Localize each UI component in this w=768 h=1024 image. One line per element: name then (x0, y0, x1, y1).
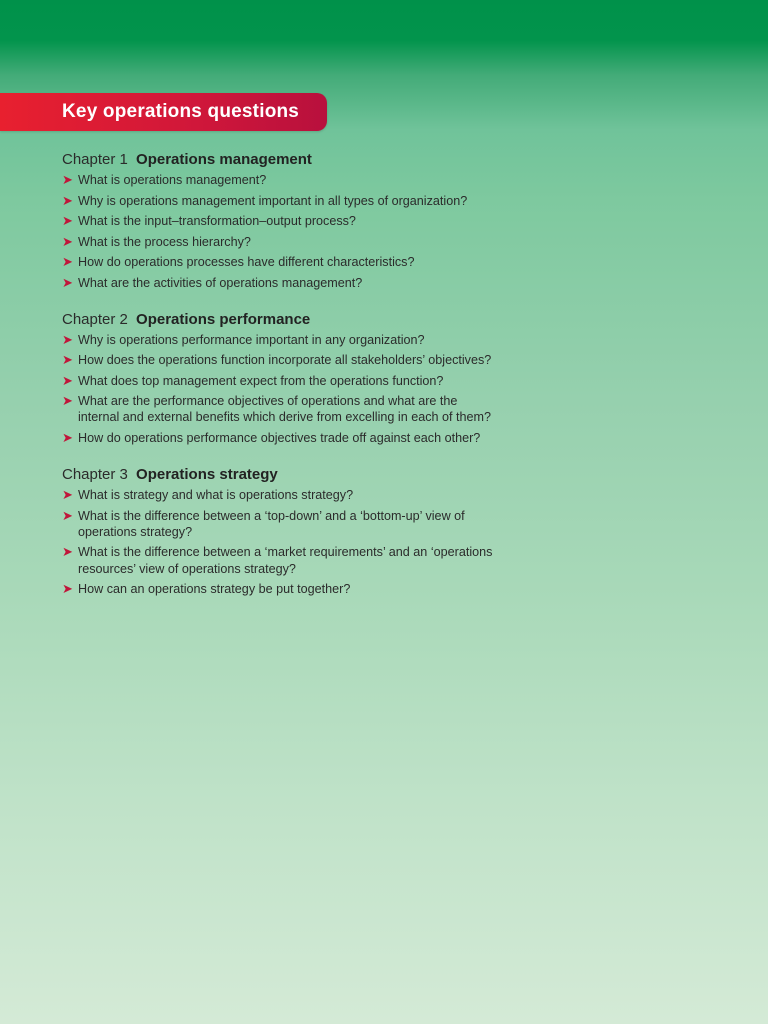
question-text: Why is operations management important in all types of organization? (78, 193, 468, 208)
question-item (62, 487, 502, 503)
chapter-title: Operations performance (136, 310, 311, 328)
arrow-bullet-icon: ➤ (62, 352, 73, 368)
question-item (62, 193, 502, 209)
chapter-2 (62, 311, 502, 446)
question-text: What is operations management? (78, 173, 267, 187)
question-text: What is the difference between a ‘top-down’ and a ‘bottom-up’ view of operations strategy? (78, 508, 465, 539)
page-title: Key operations questions (62, 101, 300, 122)
question-item (62, 581, 502, 597)
arrow-bullet-icon: ➤ (62, 331, 73, 347)
question-text: What does top management expect from the operations function? (78, 373, 444, 388)
chapter-title: Operations management (136, 151, 312, 168)
chapter-number: Chapter 3 (62, 466, 128, 484)
chapter-heading (62, 151, 502, 169)
question-item (62, 544, 502, 576)
question-text: What are the performance objectives of operations and what are the internal and external benefits which derive from excelling in each of them? (78, 394, 492, 425)
question-item (62, 234, 502, 250)
arrow-bullet-icon: ➤ (62, 172, 73, 187)
chapter-heading (62, 311, 502, 329)
question-item (62, 254, 502, 270)
arrow-bullet-icon: ➤ (62, 254, 73, 269)
question-text: What is the process hierarchy? (78, 234, 251, 249)
chapter-1 (62, 151, 502, 291)
chapter-number: Chapter 2 (62, 310, 128, 328)
question-item (62, 373, 502, 389)
question-item (62, 213, 502, 229)
arrow-bullet-icon: ➤ (62, 393, 73, 409)
question-item (62, 172, 502, 188)
question-text: Why is operations performance important in any organization? (78, 332, 425, 347)
chapter-title: Operations strategy (136, 466, 278, 484)
question-text: How do operations performance objectives trade off against each other? (78, 430, 481, 445)
question-item (62, 508, 502, 540)
arrow-bullet-icon: ➤ (62, 213, 73, 228)
arrow-bullet-icon: ➤ (62, 274, 73, 290)
section-banner (0, 93, 327, 131)
question-text: How can an operations strategy be put together? (78, 582, 351, 597)
chapter-heading (62, 466, 502, 484)
arrow-bullet-icon: ➤ (62, 372, 73, 388)
question-item (62, 275, 502, 291)
arrow-bullet-icon: ➤ (62, 429, 73, 445)
chapter-3 (62, 466, 502, 597)
arrow-bullet-icon: ➤ (62, 487, 73, 503)
question-text: How does the operations function incorporate all stakeholders’ objectives? (78, 353, 492, 368)
question-text: What is the difference between a ‘market requirements’ and an ‘operations resources’ view of operations strategy? (78, 545, 493, 576)
arrow-bullet-icon: ➤ (62, 581, 73, 597)
question-list (62, 172, 502, 291)
arrow-bullet-icon: ➤ (62, 507, 73, 523)
question-item (62, 430, 502, 446)
arrow-bullet-icon: ➤ (62, 544, 73, 560)
question-text: What is strategy and what is operations strategy? (78, 488, 354, 503)
question-list (62, 332, 502, 446)
question-item (62, 332, 502, 348)
question-text: What is the input–transformation–output process? (78, 214, 356, 228)
arrow-bullet-icon: ➤ (62, 233, 73, 249)
question-item (62, 393, 502, 425)
arrow-bullet-icon: ➤ (62, 192, 73, 208)
chapter-list (62, 151, 502, 617)
question-list (62, 487, 502, 597)
question-item (62, 352, 502, 368)
question-text: How do operations processes have different characteristics? (78, 255, 415, 269)
question-text: What are the activities of operations management? (78, 275, 363, 290)
chapter-number: Chapter 1 (62, 151, 128, 168)
